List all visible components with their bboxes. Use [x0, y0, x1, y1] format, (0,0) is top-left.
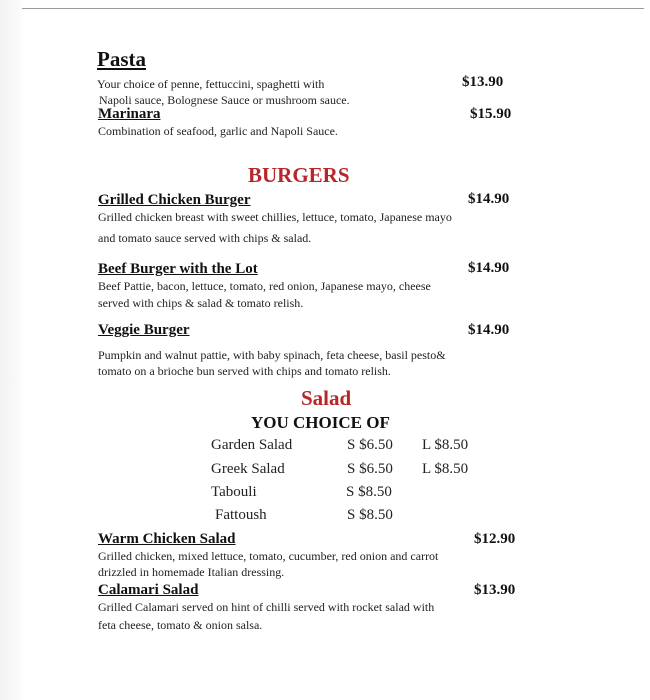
- veggie-burger-desc2: tomato on a brioche bun served with chips and tomato relish.: [98, 364, 391, 378]
- salad-choice-small: S $6.50: [347, 437, 393, 453]
- pasta-price: $13.90: [462, 74, 504, 90]
- burgers-heading: BURGERS: [248, 163, 350, 187]
- calamari-salad-desc1: Grilled Calamari served on hint of chilli served with rocket salad with: [98, 600, 435, 614]
- salad-choice-name: Greek Salad: [211, 461, 285, 477]
- marinara-desc: Combination of seafood, garlic and Napoli Sauce.: [98, 124, 338, 138]
- calamari-salad-desc2: feta cheese, tomato & onion salsa.: [98, 618, 263, 632]
- grilled-chicken-burger-desc2: and tomato sauce served with chips & salad.: [98, 231, 312, 245]
- warm-chicken-salad-desc1: Grilled chicken, mixed lettuce, tomato, cucumber, red onion and carrot: [98, 549, 439, 563]
- marinara-price: $15.90: [470, 106, 512, 122]
- veggie-burger-price: $14.90: [468, 322, 510, 338]
- beef-burger-name: Beef Burger with the Lot: [98, 261, 258, 277]
- beef-burger-price: $14.90: [468, 260, 510, 276]
- salad-choice-small: S $8.50: [346, 484, 392, 500]
- grilled-chicken-burger-name: Grilled Chicken Burger: [98, 192, 251, 208]
- salad-choice-name: Fattoush: [215, 507, 267, 523]
- pasta-heading: Pasta: [97, 47, 146, 71]
- top-rule: [22, 8, 644, 9]
- pasta-desc-line1: Your choice of penne, fettuccini, spaghetti with: [97, 77, 325, 91]
- salad-choice-small: S $6.50: [347, 461, 393, 477]
- pasta-desc-line2: Napoli sauce, Bolognese Sauce or mushroom sauce.: [99, 93, 350, 107]
- warm-chicken-salad-desc2: drizzled in homemade Italian dressing.: [98, 565, 285, 579]
- grilled-chicken-burger-price: $14.90: [468, 191, 510, 207]
- scan-edge: [0, 0, 26, 700]
- grilled-chicken-burger-desc1: Grilled chicken breast with sweet chillies, lettuce, tomato, Japanese mayo: [98, 210, 452, 224]
- calamari-salad-name: Calamari Salad: [98, 582, 199, 598]
- marinara-name: Marinara: [98, 106, 161, 122]
- warm-chicken-salad-name: Warm Chicken Salad: [98, 531, 236, 547]
- veggie-burger-name: Veggie Burger: [98, 322, 190, 338]
- salad-choice-name: Tabouli: [211, 484, 257, 500]
- veggie-burger-desc1: Pumpkin and walnut pattie, with baby spinach, feta cheese, basil pesto&: [98, 348, 446, 362]
- salad-subheading: YOU CHOICE OF: [251, 413, 390, 432]
- salad-choice-small: S $8.50: [347, 507, 393, 523]
- beef-burger-desc2: served with chips & salad & tomato relish.: [98, 296, 304, 310]
- warm-chicken-salad-price: $12.90: [474, 531, 516, 547]
- salad-choice-large: L $8.50: [422, 437, 469, 453]
- salad-heading: Salad: [301, 386, 352, 410]
- salad-choice-name: Garden Salad: [211, 437, 293, 453]
- beef-burger-desc1: Beef Pattie, bacon, lettuce, tomato, red onion, Japanese mayo, cheese: [98, 279, 431, 293]
- salad-choice-large: L $8.50: [422, 461, 469, 477]
- calamari-salad-price: $13.90: [474, 582, 516, 598]
